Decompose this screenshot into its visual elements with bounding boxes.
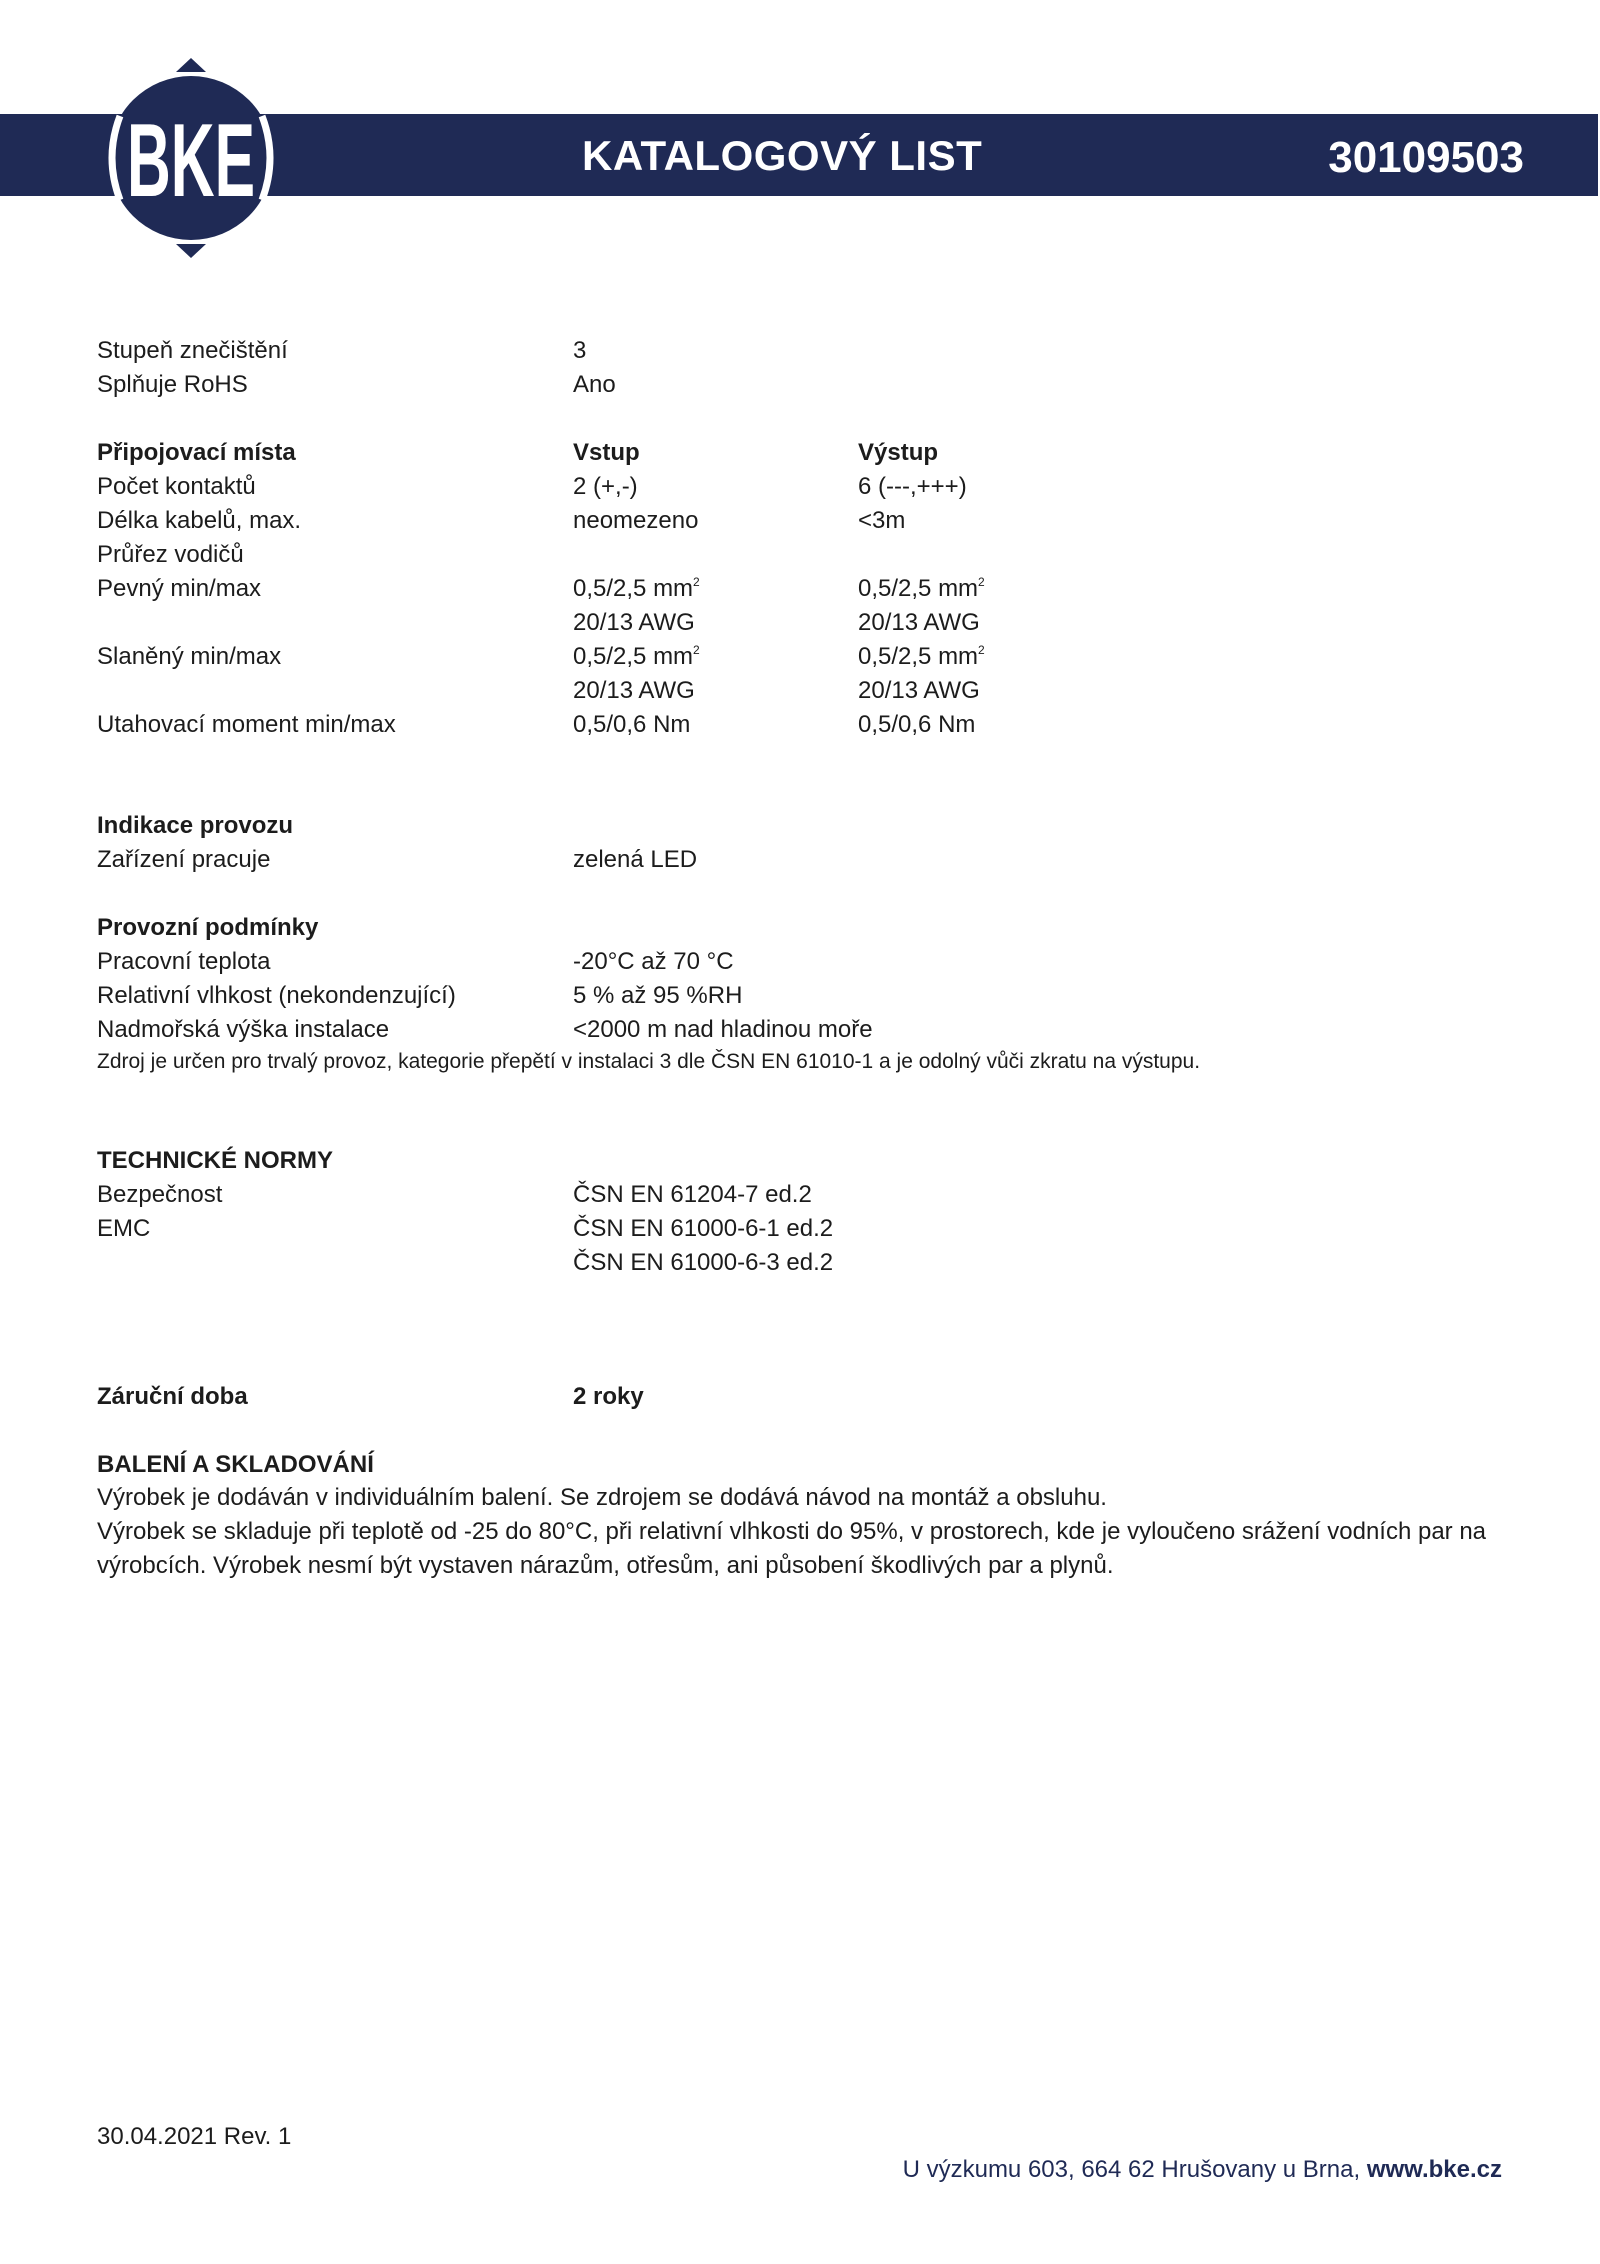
pollution-label: Stupeň znečištění xyxy=(97,337,288,364)
document-title: KATALOGOVÝ LIST xyxy=(582,132,983,179)
stranded-in-mm: 0,5/2,5 $mm^2$ xyxy=(573,643,700,670)
stranded-out-mm: 0,5/2,5 $mm^2$ xyxy=(858,643,985,670)
cross-section-label: Průřez vodičů xyxy=(97,541,244,568)
rohs-value: Ano xyxy=(573,371,616,398)
humidity-value: 5 % až 95 %RH xyxy=(573,982,743,1009)
company-address xyxy=(903,2155,1502,2185)
stranded-label: Slaněný min/max xyxy=(97,643,282,670)
revision-date: 30.04.2021 Rev. 1 xyxy=(97,2123,292,2150)
cable-out: <3m xyxy=(858,507,906,534)
warranty-label: Záruční doba xyxy=(97,1383,248,1410)
address-text: U výzkumu 603, 664 62 Hrušovany u Brna, xyxy=(902,2156,1361,2183)
emc-label: EMC xyxy=(97,1215,151,1242)
indication-heading: Indikace provozu xyxy=(97,812,294,839)
packaging-line-1: Výrobek je dodáván v individuálním balení. Se zdrojem se dodává návod na montáž a obsluhu. xyxy=(97,1484,1107,1511)
altitude-label: Nadmořská výška instalace xyxy=(97,1016,390,1043)
solid-label: Pevný min/max xyxy=(97,575,262,602)
solid-out-awg: 20/13 AWG xyxy=(858,609,980,636)
product-code: 30109503 xyxy=(1328,133,1524,182)
contacts-in: 2 (+,-) xyxy=(573,473,638,500)
emc-value-2: ČSN EN 61000-6-3 ed.2 xyxy=(573,1249,834,1276)
humidity-label: Relativní vlhkost (nekondenzující) xyxy=(97,982,456,1009)
torque-label: Utahovací moment min/max xyxy=(97,711,396,738)
stranded-in-awg: 20/13 AWG xyxy=(573,677,695,704)
packaging-heading: BALENÍ A SKLADOVÁNÍ xyxy=(97,1451,374,1478)
indication-value: zelená LED xyxy=(573,846,698,873)
rohs-label: Splňuje RoHS xyxy=(97,371,248,398)
temp-value: -20°C až 70 °C xyxy=(573,948,734,975)
cable-in: neomezeno xyxy=(573,507,699,534)
cable-label: Délka kabelů, max. xyxy=(97,507,302,534)
solid-in-mm: 0,5/2,5 $mm^2$ xyxy=(573,575,700,602)
operating-heading: Provozní podmínky xyxy=(97,914,319,941)
safety-value: ČSN EN 61204-7 ed.2 xyxy=(573,1181,812,1208)
solid-out-mm: 0,5/2,5 $mm^2$ xyxy=(858,575,985,602)
output-heading: Výstup xyxy=(858,439,939,466)
indication-label: Zařízení pracuje xyxy=(97,846,271,873)
contacts-out: 6 (---,+++) xyxy=(858,473,967,500)
operating-note: Zdroj je určen pro trvalý provoz, kategorie přepětí v instalaci 3 dle ČSN EN 61010-1 a je odolný vůči zkratu na výstupu. xyxy=(97,1050,1201,1073)
packaging-line-2: Výrobek se skladuje při teplotě od -25 do 80°C, při relativní vlhkosti do 95%, v prostorech, kde je vyloučeno srážení vodních par na výrobcích. Výrobek nesmí být vystaven nárazům, otřesům, ani působení škodlivých par a plynů. xyxy=(97,1518,1487,1579)
emc-value-1: ČSN EN 61000-6-1 ed.2 xyxy=(573,1215,834,1242)
website-link[interactable]: www.bke.cz xyxy=(1366,2156,1502,2183)
pollution-value: 3 xyxy=(573,337,587,364)
input-heading: Vstup xyxy=(573,439,640,466)
torque-out: 0,5/0,6 Nm xyxy=(858,711,976,738)
safety-label: Bezpečnost xyxy=(97,1181,223,1208)
logo-text: BKE xyxy=(127,103,255,219)
temp-label: Pracovní teplota xyxy=(97,948,271,975)
solid-in-awg: 20/13 AWG xyxy=(573,609,695,636)
contacts-label: Počet kontaktů xyxy=(97,473,256,500)
altitude-value: <2000 m nad hladinou moře xyxy=(573,1016,873,1043)
warranty-value: 2 roky xyxy=(573,1383,644,1410)
standards-heading: TECHNICKÉ NORMY xyxy=(97,1147,334,1174)
torque-in: 0,5/0,6 Nm xyxy=(573,711,691,738)
connections-heading: Připojovací místa xyxy=(97,439,296,466)
stranded-out-awg: 20/13 AWG xyxy=(858,677,980,704)
